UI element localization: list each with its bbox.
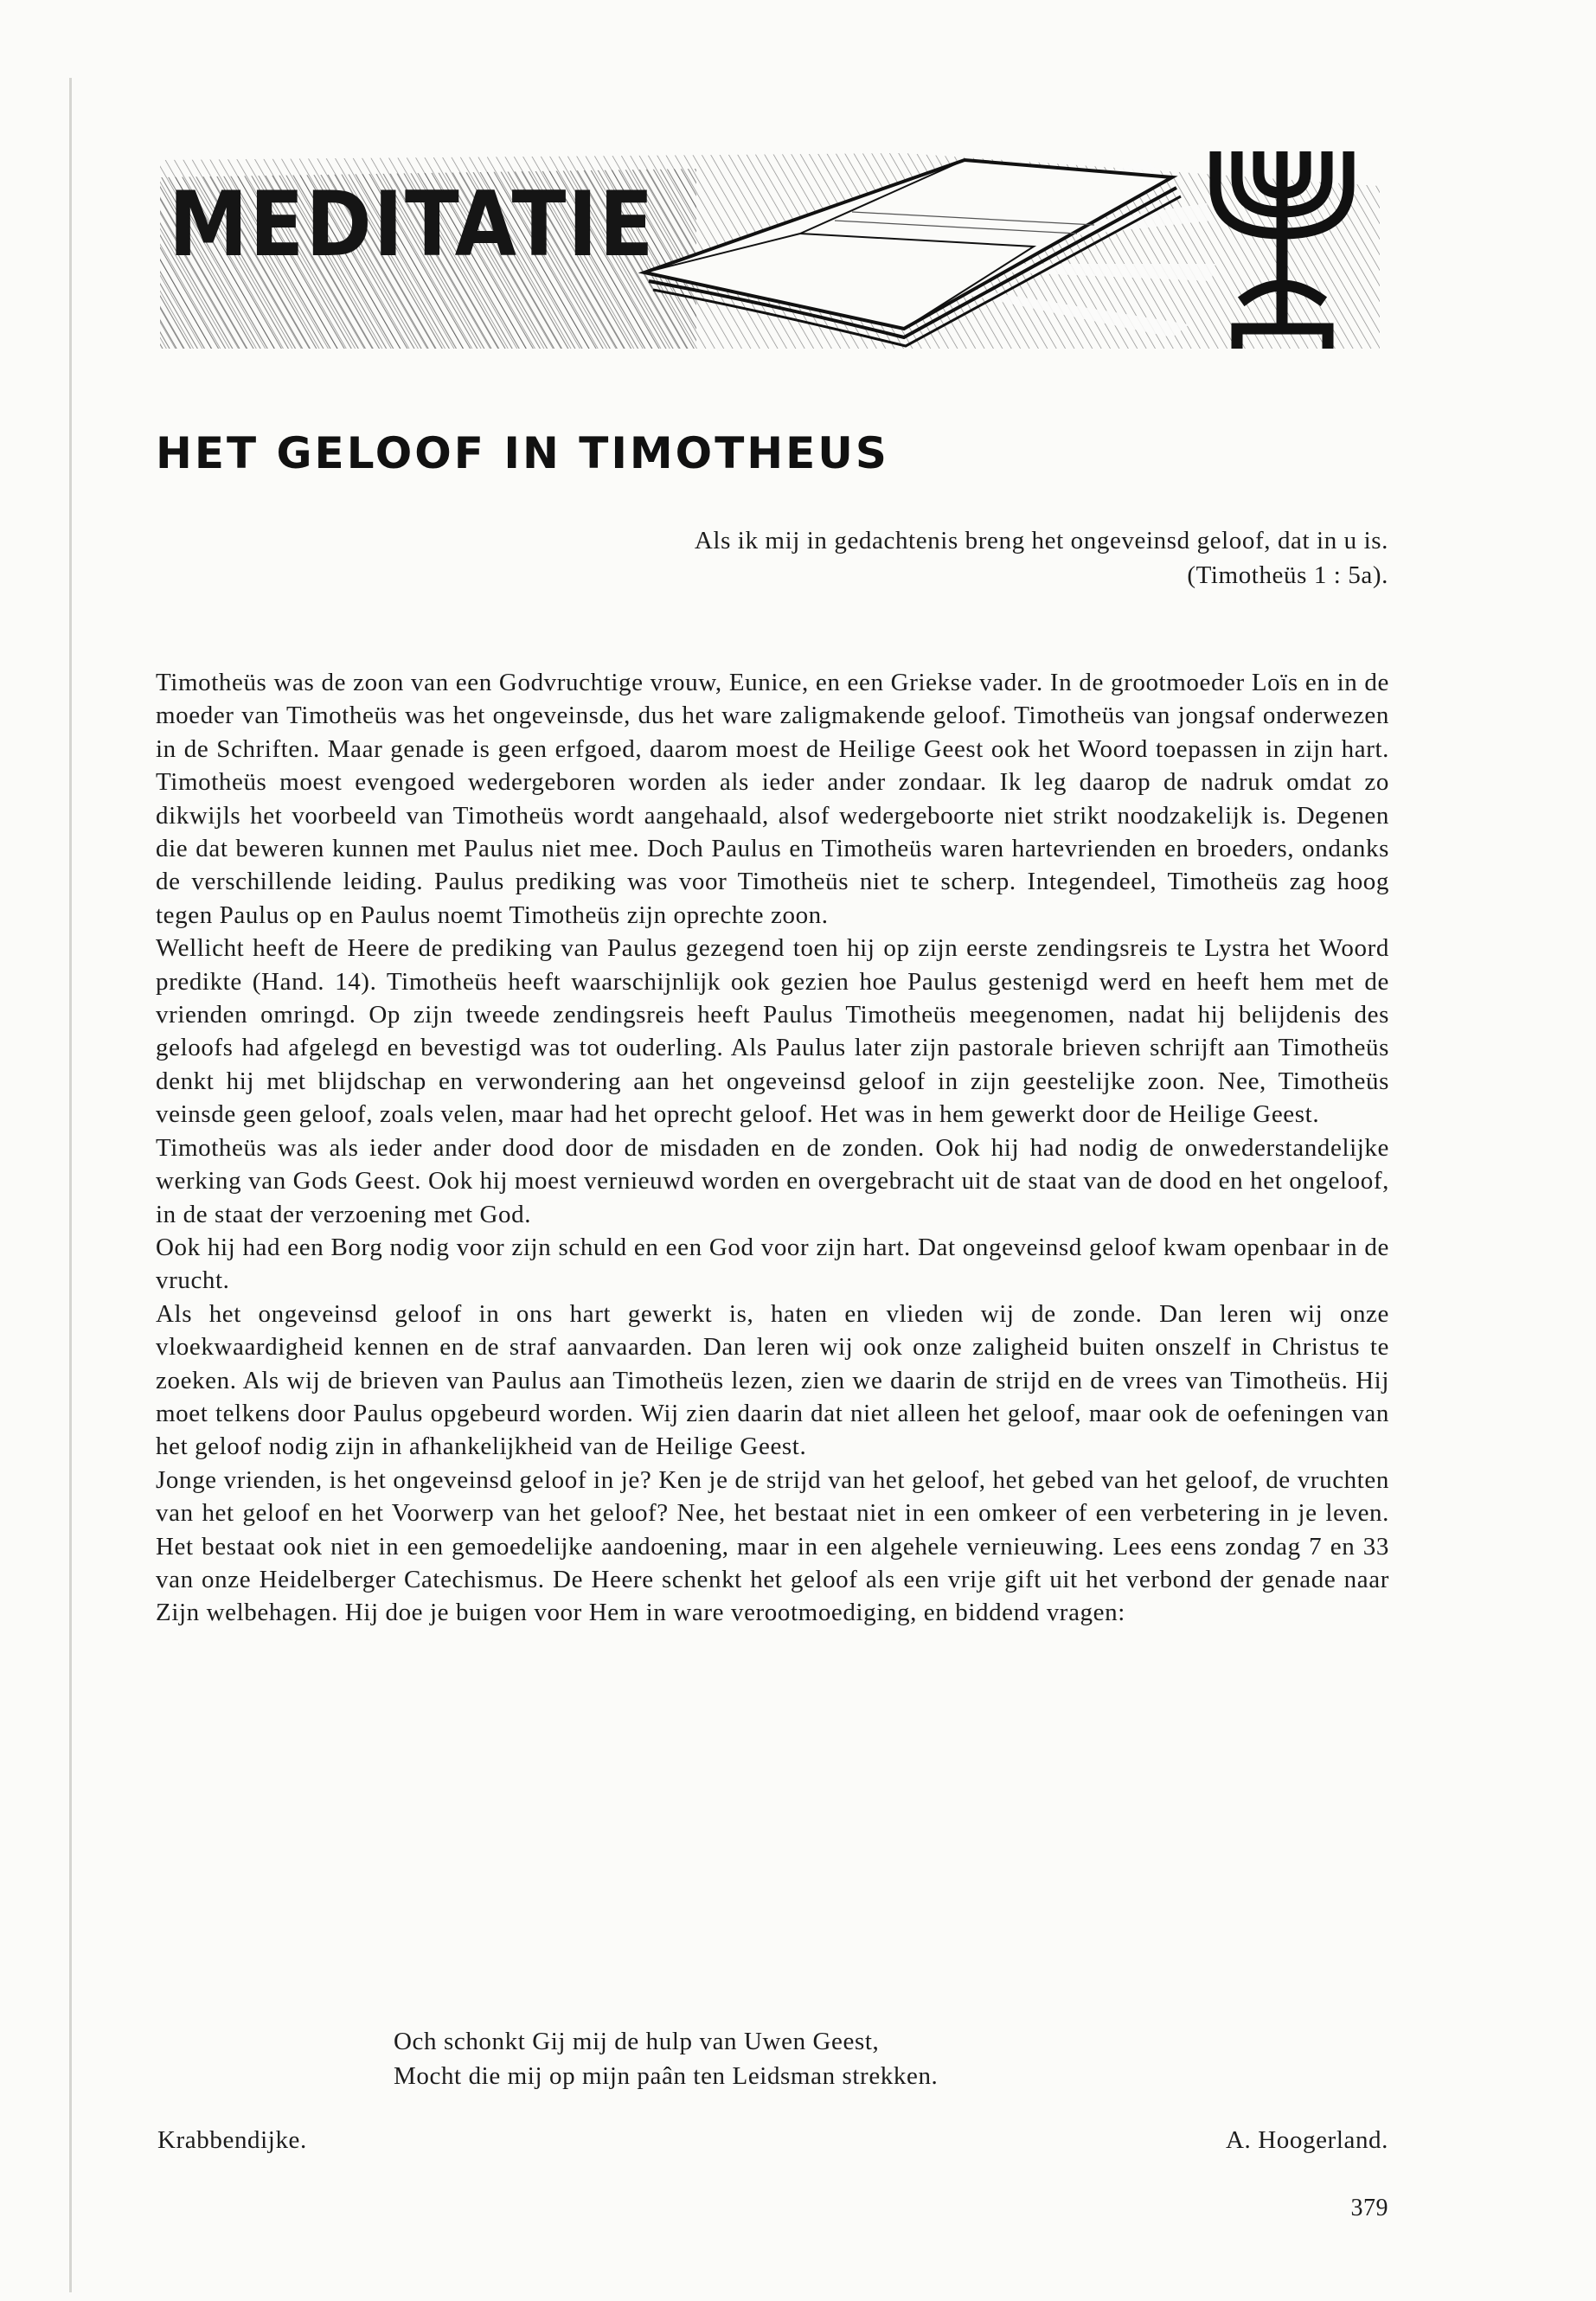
verse-line: Och schonkt Gij mij de hulp van Uwen Geest, — [394, 2028, 880, 2055]
epigraph-reference: (Timotheüs 1 : 5a). — [1187, 561, 1388, 589]
paragraph: Als het ongeveinsd geloof in ons hart gewerkt is, haten en vlieden wij de zonde. Dan leren wij onze vloekwaardigheid kennen en de straf aanvaarden. Dan leren wij ook onze zaligheid buiten onszelf in Christus te zoeken. Als wij de brieven van Paulus aan Timotheüs lezen, zien we daarin de strijd en de vrees van Timotheüs. Hij moet telkens door Paulus opgebeurd worden. Wij zien daarin dat niet alleen het geloof, maar ook de oefeningen van het geloof nodig zijn in afhankelijkheid van de Heilige Geest. — [156, 1299, 1389, 1461]
place-name: Krabbendijke. — [157, 2126, 307, 2154]
page-edge-shadow — [69, 78, 72, 2292]
author-name: A. Hoogerland. — [1226, 2126, 1388, 2154]
paragraph: Jonge vrienden, is het ongeveinsd geloof in je? Ken je de strijd van het geloof, het gebed van het geloof, de vruchten van het geloof en het Voorwerp van het geloof? Nee, het bestaat niet in een omkeer of een verbetering in je leven. Het bestaat ook niet in een gemoedelijke aandoening, maar in een algehele vernieuwing. Lees eens zondag 7 en 33 van onze Heidelberger Catechismus. De Heere schenkt het geloof als een vrije gift uit het verbond der genade naar Zijn welbehagen. Hij doe je buigen voor Hem in ware verootmoediging, en biddend vragen: — [156, 1465, 1389, 1627]
epigraph-quote: Als ik mij in gedachtenis breng het ongeveinsd geloof, dat in u is. — [694, 527, 1388, 554]
article-title: HET GELOOF IN TIMOTHEUS — [156, 428, 889, 478]
verse-line: Mocht die mij op mijn paân ten Leidsman strekken. — [394, 2062, 939, 2090]
epigraph — [415, 523, 1388, 593]
closing-verse — [394, 2024, 938, 2093]
article-body — [156, 666, 1389, 1630]
section-heading: MEDITATIE — [169, 173, 656, 277]
paragraph: Timotheüs was als ieder ander dood door de misdaden en de zonden. Ook hij had nodig de onwederstandelijke werking van Gods Geest. Ook hij moest vernieuwd worden en overgebracht uit de staat van de dood en het ongeloof, in de staat der verzoening met God. — [156, 1133, 1389, 1228]
paragraph: Ook hij had een Borg nodig voor zijn schuld en een God voor zijn hart. Dat ongeveinsd geloof kwam openbaar in de vrucht. — [156, 1233, 1389, 1295]
paragraph: Timotheüs was de zoon van een Godvruchtige vrouw, Eunice, en een Griekse vader. In de grootmoeder Loïs en in de moeder van Timotheüs was het ongeveinsde, dus het ware zaligmakende geloof. Timotheüs van jongsaf onderwezen in de Schriften. Maar genade is geen erfgoed, daarom moest de Heilige Geest ook het Woord toepassen in zijn hart. Timotheüs moest evengoed wedergeboren worden als ieder ander zondaar. Ik leg daarop de nadruk omdat zo dikwijls het voorbeeld van Timotheüs wordt aangehaald, alsof wedergeboorte niet strikt noodzakelijk is. Degenen die dat beweren kunnen met Paulus niet mee. Doch Paulus en Timotheüs waren hartevrienden en broeders, ondanks de verschillende leiding. Paulus prediking was voor Timotheüs niet te scherp. Integendeel, Timotheüs zag hoog tegen Paulus op en Paulus noemt Timotheüs zijn oprechte zoon. — [156, 669, 1389, 929]
page-number: 379 — [1350, 2195, 1388, 2221]
paragraph: Wellicht heeft de Heere de prediking van Paulus gezegend toen hij op zijn eerste zendingsreis te Lystra het Woord predikte (Hand. 14). Timotheüs heeft waarschijnlijk ook gezien hoe Paulus gestenigd werd en heeft hem met de vrienden omringd. Op zijn tweede zendingsreis heeft Paulus Timotheüs meegenomen, nadat hij belijdenis des geloofs had afgelegd en bevestigd was tot ouderling. Als Paulus later zijn pastorale brieven schrijft aan Timotheüs denkt hij met blijdschap en verwondering aan het ongeveinsd geloof in zijn geestelijke zoon. Nee, Timotheüs veinsde geen geloof, zoals velen, maar had het oprecht geloof. Het was in hem gewerkt door de Heilige Geest. — [156, 934, 1389, 1129]
